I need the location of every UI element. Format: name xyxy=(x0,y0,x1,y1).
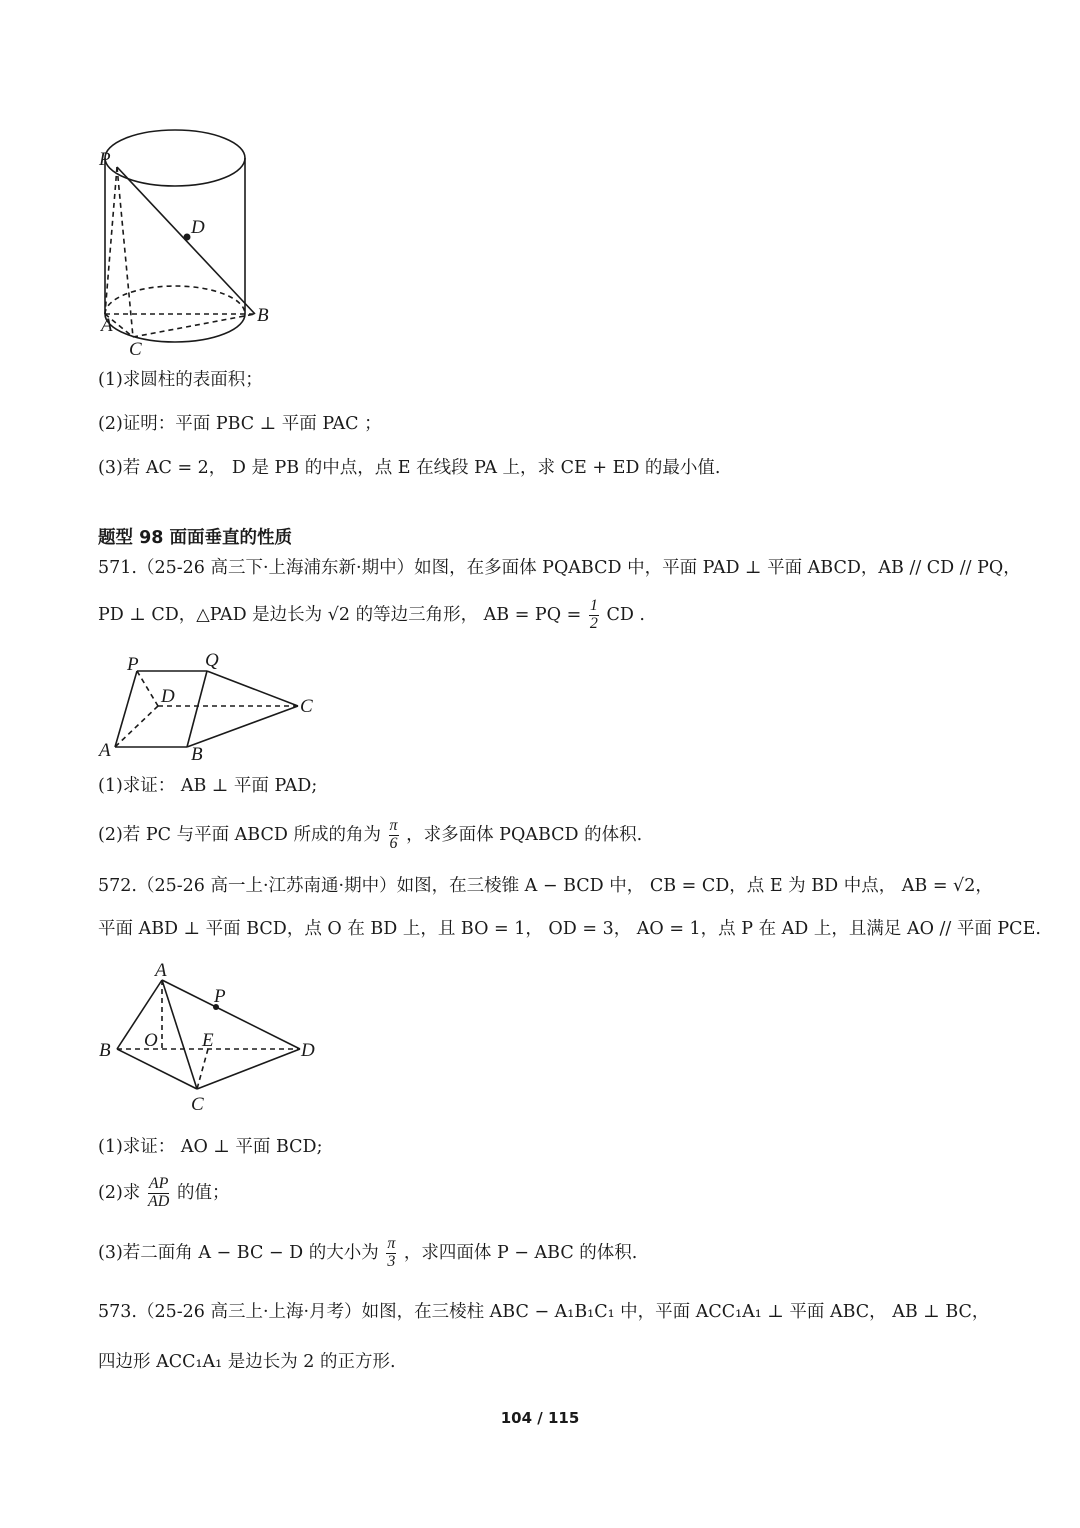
p571-q1: (1)求证： AB ⊥ 平面 PAD; xyxy=(98,776,318,796)
fraction: $\frac{\pi}{6}$ xyxy=(389,817,398,852)
p572-q3-a: (3)若二面角 A − BC − D 的大小为 xyxy=(98,1242,379,1263)
fig2-label-b: B xyxy=(191,744,203,765)
fig3-label-o: O xyxy=(144,1030,158,1051)
fig2-label-p: P xyxy=(127,654,139,675)
fig3-label-d: D xyxy=(301,1040,315,1061)
fig2-label-c: C xyxy=(300,696,313,717)
figure-cylinder xyxy=(95,125,280,365)
p571-line2-b: CD . xyxy=(606,604,645,625)
p571-q2 xyxy=(98,818,642,853)
figure-polyhedron xyxy=(95,650,325,765)
p572-q2-a: (2)求 xyxy=(98,1182,141,1203)
p572-q3 xyxy=(98,1236,637,1271)
fig3-label-a: A xyxy=(155,960,167,981)
fig2-label-a: A xyxy=(99,740,111,761)
p572-q2 xyxy=(98,1176,230,1211)
fig1-label-d: D xyxy=(191,217,205,238)
p571-line2-a: PD ⊥ CD，△PAD 是边长为 √2 的等边三角形， AB = PQ = xyxy=(98,604,582,625)
p573-line2: 四边形 ACC₁A₁ 是边长为 2 的正方形. xyxy=(98,1352,396,1372)
fig1-label-a: A xyxy=(101,315,113,336)
fraction: $\frac{1}{2}$ xyxy=(589,597,598,632)
p572-q1: (1)求证： AO ⊥ 平面 BCD; xyxy=(98,1137,323,1157)
p571-line2 xyxy=(98,598,645,633)
p573-line1: 573.（25-26 高三上·上海·月考）如图，在三棱柱 ABC − A₁B₁C₁ 中，平面 ACC₁A₁ ⊥ 平面 ABC， AB ⊥ BC， xyxy=(98,1302,990,1322)
p570-q1: (1)求圆柱的表面积； xyxy=(98,370,263,390)
fig3-label-e: E xyxy=(202,1030,214,1051)
fig2-label-d: D xyxy=(161,686,175,707)
fig1-label-p: P xyxy=(99,149,111,170)
fraction: $\frac{AP}{AD}$ xyxy=(147,1175,170,1210)
fig3-label-p: P xyxy=(214,986,226,1007)
p571-q2-b: ，求多面体 PQABCD 的体积. xyxy=(406,824,643,845)
p572-q3-b: ，求四面体 P − ABC 的体积. xyxy=(403,1242,638,1263)
fig1-label-b: B xyxy=(257,305,269,326)
fraction: $\frac{\pi}{3}$ xyxy=(387,1235,396,1270)
p571-line1: 571.（25-26 高三下·上海浦东新·期中）如图，在多面体 PQABCD 中，平面 PAD ⊥ 平面 ABCD，AB // CD // PQ， xyxy=(98,558,1021,578)
figure-tetrahedron xyxy=(95,960,325,1115)
p572-q2-b: 的值； xyxy=(177,1182,230,1203)
p571-q2-a: (2)若 PC 与平面 ABCD 所成的角为 xyxy=(98,824,381,845)
p572-line2: 平面 ABD ⊥ 平面 BCD，点 O 在 BD 上，且 BO = 1， OD = 3， AO = 1，点 P 在 AD 上，且满足 AO // 平面 PCE. xyxy=(98,919,1041,939)
fig2-label-q: Q xyxy=(205,650,219,671)
fig3-label-b: B xyxy=(99,1040,111,1061)
section-heading: 题型 98 面面垂直的性质 xyxy=(98,528,293,548)
p572-line1: 572.（25-26 高一上·江苏南通·期中）如图，在三棱锥 A − BCD 中， CB = CD，点 E 为 BD 中点， AB = √2， xyxy=(98,876,993,896)
p570-q3: (3)若 AC = 2， D 是 PB 的中点，点 E 在线段 PA 上，求 CE + ED 的最小值. xyxy=(98,458,721,478)
p570-q2: (2)证明：平面 PBC ⊥ 平面 PAC ； xyxy=(98,414,382,434)
fig3-label-c: C xyxy=(191,1094,204,1115)
fig1-label-c: C xyxy=(129,339,142,360)
page-number: 104 / 115 xyxy=(500,1409,580,1427)
